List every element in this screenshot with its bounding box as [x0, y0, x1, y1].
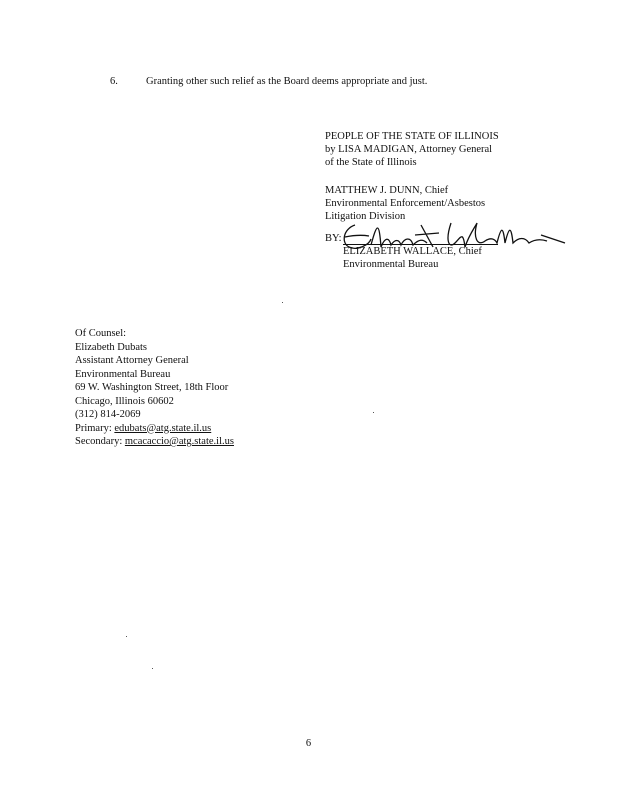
signer-line-2: Environmental Bureau: [343, 259, 439, 270]
counsel-title: Assistant Attorney General: [75, 355, 189, 366]
chief-line-3: Litigation Division: [325, 211, 406, 222]
counsel-phone: (312) 814-2069: [75, 409, 141, 420]
counsel-name: Elizabeth Dubats: [75, 341, 148, 353]
of-counsel-block: [75, 327, 234, 449]
primary-email-row: [75, 422, 234, 436]
by-label: BY:: [325, 233, 342, 244]
by-line: [325, 225, 605, 245]
party-line-2: by LISA MADIGAN, Attorney General: [325, 144, 493, 155]
scan-speck: [152, 668, 153, 669]
counsel-street: 69 W. Washington Street, 18th Floor: [75, 382, 229, 393]
counsel-heading: Of Counsel:: [75, 328, 127, 339]
page-number: 6: [305, 738, 312, 749]
item-text: Granting other such relief as the Board deems appropriate and just.: [146, 76, 428, 87]
chief-line-1: MATTHEW J. DUNN, Chief: [325, 185, 449, 196]
party-line-1: PEOPLE OF THE STATE OF ILLINOIS: [325, 131, 499, 142]
item-number: 6.: [110, 76, 118, 87]
secondary-email-link[interactable]: mcacaccio@atg.state.il.us: [124, 436, 234, 447]
signer-line-1: ELIZABETH WALLACE, Chief: [343, 246, 482, 257]
signature-block: [325, 130, 605, 271]
scan-speck: [126, 636, 127, 637]
secondary-email-row: [75, 435, 234, 449]
primary-email-link[interactable]: edubats@atg.state.il.us: [114, 422, 212, 434]
primary-label: Primary:: [75, 422, 112, 434]
counsel-city: Chicago, Illinois 60602: [75, 395, 174, 407]
handwritten-signature: [341, 217, 571, 257]
chief-line-2: Environmental Enforcement/Asbestos: [325, 198, 486, 209]
party-line-3: of the State of Illinois: [325, 157, 417, 168]
counsel-bureau: Environmental Bureau: [75, 368, 171, 380]
scan-speck: [373, 412, 374, 413]
secondary-label: Secondary:: [75, 436, 123, 447]
scan-speck: [282, 302, 283, 303]
